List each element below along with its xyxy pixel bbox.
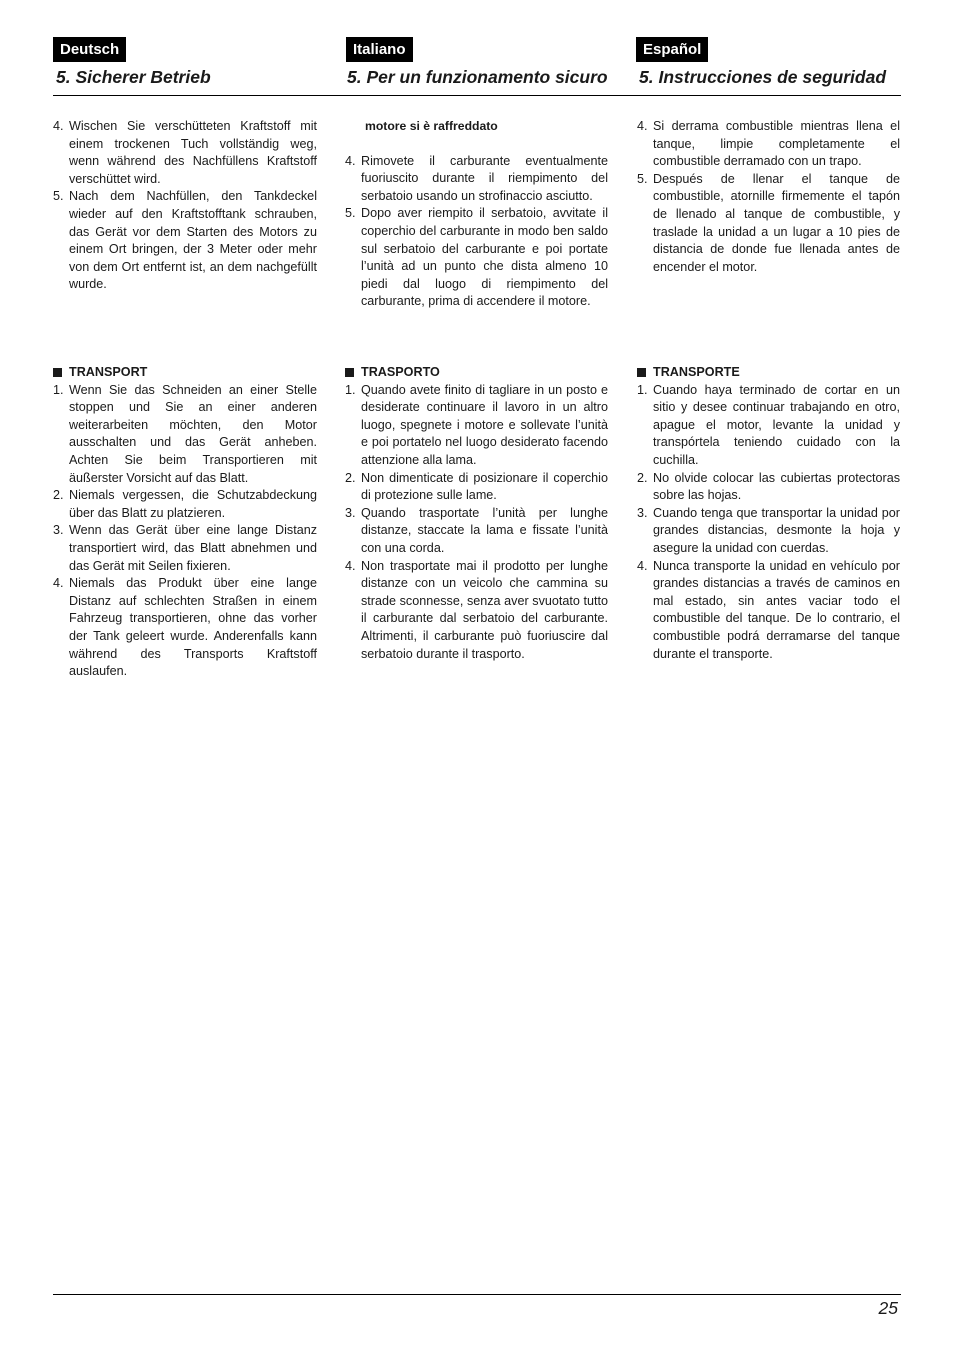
- list-item: 1. Quando avete finito di tagliare in un posto e desiderate continuare il lavoro in un altro luogo, spegnete i motore e sollevate l’unità e poi portatelo nel luogo desiderato facendo attenzione alla lama.: [345, 382, 608, 467]
- section-title-deutsch: 5. Sicherer Betrieb: [56, 67, 211, 87]
- section-heading: TRANSPORTE: [637, 364, 900, 382]
- list-item: 3. Wenn das Gerät über eine lange Distanz transportiert wird, das Blatt abnehmen und das Gerät mit Seilen fixieren.: [53, 523, 317, 573]
- square-bullet-icon: [345, 368, 354, 377]
- numbered-list: [53, 382, 317, 681]
- numbered-list: [637, 118, 900, 276]
- section-heading: TRASPORTO: [345, 364, 608, 382]
- language-tag-espanol: Español: [636, 37, 708, 62]
- column-italiano-top: [345, 118, 608, 311]
- column-deutsch-transport: [53, 364, 317, 681]
- language-tag-deutsch: Deutsch: [53, 37, 126, 62]
- list-item: 4. Niemals das Produkt über eine lange Distanz auf schlechten Straßen in einem Fahrzeug transportieren, ohne das vorher der Tank geleert wurde. Anderenfalls kann während des Transports Kraftstoff auslaufen.: [53, 576, 317, 679]
- list-item: 2. Niemals vergessen, die Schutzabdeckung über das Blatt zu platzieren.: [53, 488, 317, 520]
- numbered-list: [53, 118, 317, 294]
- header-divider: [53, 95, 901, 96]
- numbered-list: [345, 153, 608, 311]
- list-item: 1. Cuando haya terminado de cortar en un sitio y desee continuar trabajando en otro, apague el motor, levante la unidad y transpórtela teniendo cuidado con la cuchilla.: [637, 382, 900, 467]
- section-title-espanol: 5. Instrucciones de seguridad: [639, 67, 887, 87]
- language-tag-italiano: Italiano: [346, 37, 413, 62]
- list-item: 3. Quando trasportate l’unità per lunghe distanze, staccate la lama e fissate l’unità con una corda.: [345, 505, 608, 555]
- list-item: 2. Non dimenticate di posizionare il coperchio di protezione sulle lame.: [345, 470, 608, 503]
- column-italiano-transport: [345, 364, 608, 663]
- list-item: 4. Nunca transporte la unidad en vehículo por grandes distancias a través de caminos en mal estado, sin antes vaciar todo el combustible del tanque. De lo contrario, el combustible podrá derramarse del tanque durante el transporte.: [637, 558, 900, 661]
- numbered-list: [345, 382, 608, 664]
- list-item: 5. Nach dem Nachfüllen, den Tankdeckel wieder auf den Kraftstofftank schrauben, das Gerät vor dem Starten des Motors zu einem Ort bringen, der 3 Meter oder mehr von dem Ort entfernt ist, an dem nachgefüllt wurde.: [53, 189, 317, 292]
- square-bullet-icon: [637, 368, 646, 377]
- list-item: 4. Si derrama combustible mientras llena el tanque, limpie completamente el combustible derramado con un trapo.: [637, 119, 900, 169]
- list-item: 4. Rimovete il carburante eventualmente fuoriuscito durante il riempimento del serbatoio usando un strofinaccio asciutto.: [345, 153, 608, 203]
- column-espanol-transport: [637, 364, 900, 663]
- square-bullet-icon: [53, 368, 62, 377]
- section-title-italiano: 5. Per un funzionamento sicuro: [347, 67, 608, 87]
- list-item: 2. No olvide colocar las cubiertas protectoras sobre las hojas.: [637, 470, 900, 503]
- list-item: 3. Cuando tenga que transportar la unidad por grandes distancias, desmonte la hoja y asegure la unidad con cuerdas.: [637, 505, 900, 555]
- list-item: 5. Después de llenar el tanque de combustible, atornille firmemente el tapón de llenado al tanque de combustible, y traslade la unidad a un lugar a 10 pies de distancia de donde fue llenada antes de encender el motor.: [637, 171, 900, 274]
- numbered-list: [637, 382, 900, 664]
- list-item: 4. Non trasportate mai il prodotto per lunghe distanze con un veicolo che cammina su strade sconnesse, senza aver svuotato tutto il carburante dal serbatoio del carburante. Altrimenti, il carburante può fuoriuscire dal serbatoio durante il trasporto.: [345, 558, 608, 661]
- column-espanol-top: [637, 118, 900, 276]
- footer-divider: [53, 1294, 901, 1295]
- list-item: 5. Dopo aver riempito il serbatoio, avvitate il coperchio del carburante in modo ben saldo sul serbatoio del carburante e poi portate l’unità ad un punto che dista almeno 10 piedi dal luogo di riempimento del carburante, prima di accendere il motore.: [345, 206, 608, 309]
- list-item: 4. Wischen Sie verschütteten Kraftstoff mit einem trockenen Tuch vollständig weg, wenn während des Nachfüllens Kraftstoff verschüttet wird.: [53, 119, 317, 186]
- page-number: 25: [878, 1298, 898, 1318]
- continued-text: motore si è raffreddato: [365, 119, 498, 133]
- column-deutsch-top: [53, 118, 317, 294]
- section-heading: TRANSPORT: [53, 364, 317, 382]
- list-item: 1. Wenn Sie das Schneiden an einer Stelle stoppen und Sie an einer anderen weiterarbeiten möchten, den Motor ausschalten und das Gerät anheben. Achten Sie beim Transportieren mit äußerster Vorsicht auf das Blatt.: [53, 382, 317, 485]
